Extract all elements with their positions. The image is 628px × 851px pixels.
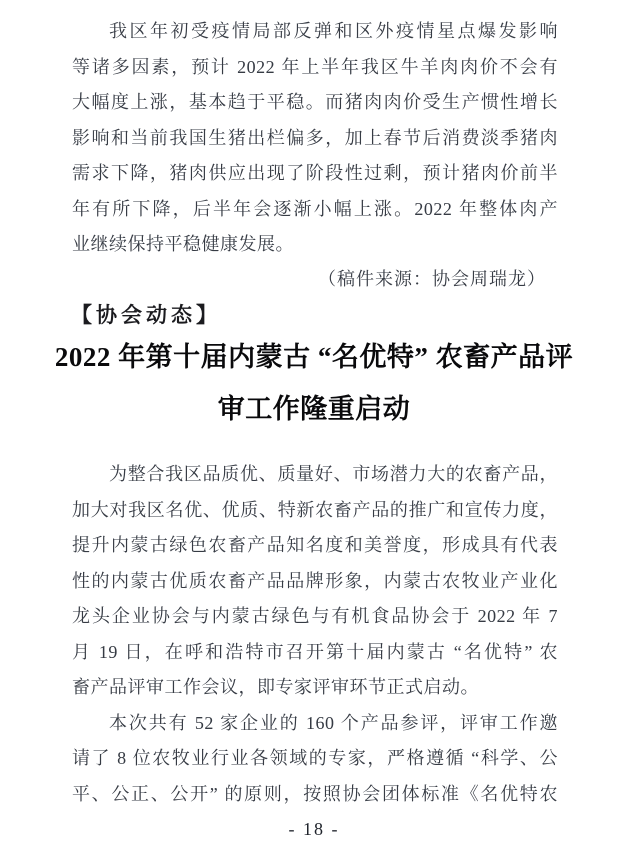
article-title-line-2: 审工作隆重启动 [217, 394, 411, 424]
text-line: 年有所下降，后半年会逐渐小幅上涨。2022 年整体肉产 [72, 198, 558, 219]
text-line: 业继续保持平稳健康发展。 [72, 234, 294, 254]
text-line: 性的内蒙古优质农畜产品品牌形象，内蒙古农牧业产业化 [72, 570, 558, 591]
text-line: 为整合我区品质优、质量好、市场潜力大的农畜产品， [109, 464, 558, 484]
text-line: 畜产品评审工作会议，即专家评审环节正式启动。 [72, 677, 479, 697]
page-number: - 18 - [288, 819, 340, 839]
source-attribution: （稿件来源：协会周瑞龙） [318, 269, 546, 289]
article-title [0, 331, 628, 435]
body-paragraph-1 [72, 14, 558, 263]
section-header: 【协会动态】 [71, 304, 221, 327]
text-line: 龙头企业协会与内蒙古绿色与有机食品协会于 2022 年 7 [72, 606, 558, 626]
text-line: 提升内蒙古绿色农畜产品知名度和美誉度，形成具有代表 [72, 535, 558, 555]
text-line: 大幅度上涨，基本趋于平稳。而猪肉肉价受生产惯性增长 [72, 92, 558, 112]
text-line: 加大对我区名优、优质、特新农畜产品的推广和宣传力度， [72, 499, 558, 520]
text-line: 影响和当前我国生猪出栏偏多，加上春节后消费淡季猪肉 [72, 127, 558, 148]
text-line: 平、公正、公开” 的原则，按照协会团体标准《名优特农 [72, 783, 558, 804]
text-line: 需求下降，猪肉供应出现了阶段性过剩，预计猪肉价前半 [72, 163, 558, 183]
body-paragraph-2 [72, 457, 558, 812]
text-line: 请了 8 位农牧业行业各领域的专家，严格遵循 “科学、公 [72, 748, 558, 768]
text-line: 我区年初受疫情局部反弹和区外疫情星点爆发影响 [109, 21, 558, 41]
article-title-line-1: 2022 年第十届内蒙古 “名优特” 农畜产品评 [54, 342, 574, 372]
text-line: 等诸多因素，预计 2022 年上半年我区牛羊肉肉价不会有 [72, 56, 558, 77]
text-line: 月 19 日，在呼和浩特市召开第十届内蒙古 “名优特” 农 [72, 641, 558, 662]
text-line: 本次共有 52 家企业的 160 个产品参评，评审工作邀 [109, 712, 558, 733]
